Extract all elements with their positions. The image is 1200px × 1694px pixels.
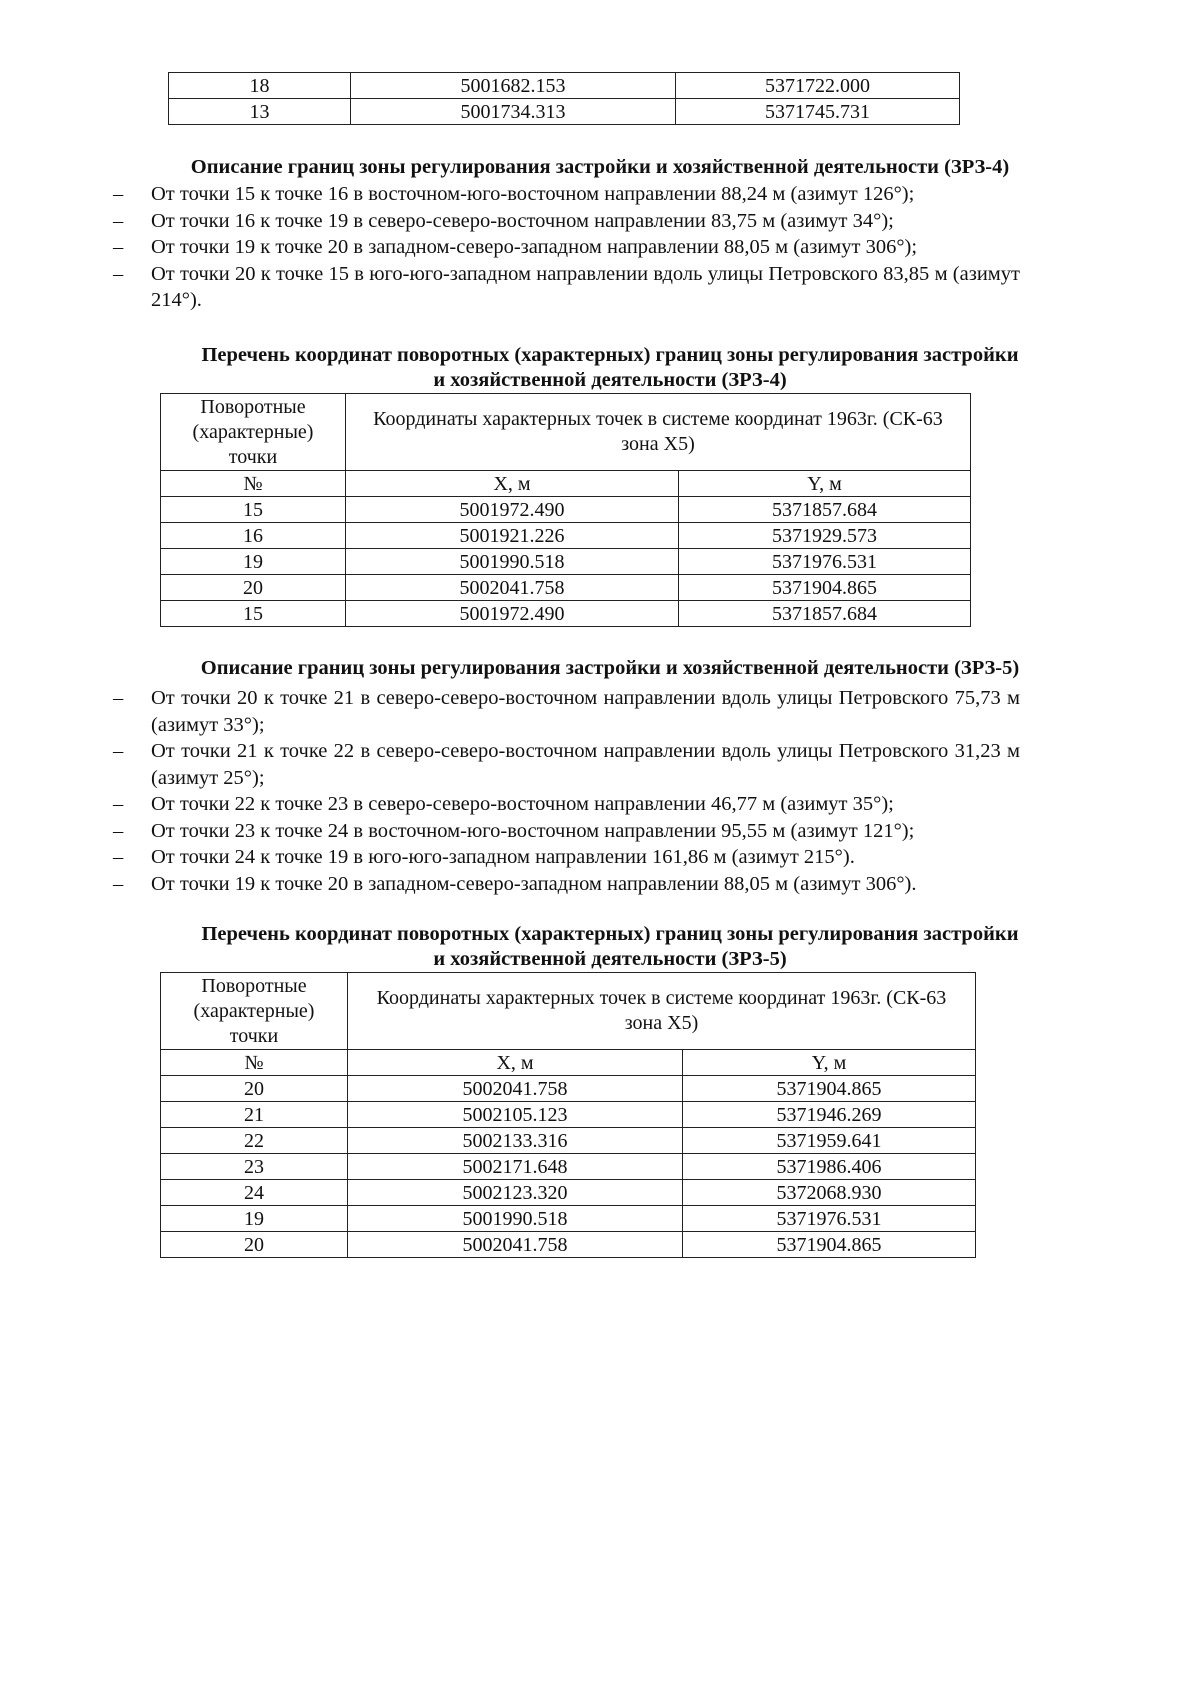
cell-x: 5001990.518 — [348, 1206, 683, 1232]
cell-n: 21 — [161, 1102, 348, 1128]
item-text: От точки 16 к точке 19 в северо-северо-восточном направлении 83,75 м (азимут 34°); — [151, 209, 894, 232]
cell-x: 5002133.316 — [348, 1128, 683, 1154]
title-line-2: и хозяйственной деятельности (ЗРЗ-5) — [433, 948, 787, 970]
item-text: От точки 20 к точке 15 в юго-юго-западном направлении вдоль улицы Петровского 83,85 м (азимут 214°). — [151, 262, 1020, 311]
table-row — [161, 1206, 976, 1232]
cell-n: 18 — [169, 73, 351, 99]
cell-x: 5002041.758 — [348, 1232, 683, 1258]
dash-bullet: – — [113, 740, 124, 762]
cell-y: 5371946.269 — [683, 1102, 976, 1128]
item-text: От точки 15 к точке 16 в восточном-юго-восточном направлении 88,24 м (азимут 126°); — [151, 183, 915, 205]
cell-x: 5002123.320 — [348, 1180, 683, 1206]
header-num: № — [161, 471, 346, 497]
title-line-1: Перечень координат поворотных (характерных) границ зоны регулирования застройки — [201, 344, 1019, 366]
subheader-row — [161, 1050, 976, 1076]
cell-n: 24 — [161, 1180, 348, 1206]
item-text: От точки 22 к точке 23 в северо-северо-восточном направлении 46,77 м (азимут 35°); — [151, 793, 894, 815]
list-item — [113, 738, 1020, 791]
table-row — [161, 523, 971, 549]
header-row — [161, 394, 971, 471]
list-item — [113, 208, 1020, 235]
cell-y: 5371976.531 — [679, 549, 971, 575]
zrz5-coordinates-table — [160, 972, 976, 1258]
zrz5-table-title — [100, 922, 1120, 972]
zrz4-coordinates-table — [160, 393, 971, 627]
cell-y: 5371745.731 — [676, 99, 960, 125]
table-row — [161, 1154, 976, 1180]
cell-x: 5001734.313 — [351, 99, 676, 125]
item-text: От точки 23 к точке 24 в восточном-юго-восточном направлении 95,55 м (азимут 121°); — [151, 819, 915, 842]
list-item — [113, 871, 1020, 898]
item-text: От точки 24 к точке 19 в юго-юго-западном направлении 161,86 м (азимут 215°). — [151, 846, 855, 868]
item-text: От точки 21 к точке 22 в северо-северо-восточном направлении вдоль улицы Петровского 31,23 м (азимут 25°); — [151, 740, 1020, 789]
list-item — [113, 181, 1020, 208]
header-num: № — [161, 1050, 348, 1076]
cell-x: 5002105.123 — [348, 1102, 683, 1128]
table-row — [161, 1180, 976, 1206]
cell-n: 16 — [161, 523, 346, 549]
dash-bullet: – — [113, 846, 124, 868]
table-row — [169, 73, 960, 99]
header-coords: Координаты характерных точек в системе координат 1963г. (СК-63 зона Х5) — [348, 973, 976, 1050]
zrz4-table-title — [100, 343, 1120, 393]
list-item — [113, 818, 1020, 845]
cell-y: 5371976.531 — [683, 1206, 976, 1232]
dash-bullet: – — [113, 793, 124, 815]
header-y: Y, м — [679, 471, 971, 497]
table-row — [161, 549, 971, 575]
header-row — [161, 973, 976, 1050]
cell-y: 5371904.865 — [683, 1232, 976, 1258]
title-line-1: Перечень координат поворотных (характерных) границ зоны регулирования застройки — [201, 923, 1019, 945]
list-item — [113, 685, 1020, 738]
item-text: От точки 19 к точке 20 в западном-северо-западном направлении 88,05 м (азимут 306°); — [151, 236, 918, 258]
dash-bullet: – — [113, 262, 124, 285]
header-y: Y, м — [683, 1050, 976, 1076]
table-row — [169, 99, 960, 125]
cell-y: 5371904.865 — [683, 1076, 976, 1102]
cell-x: 5001990.518 — [346, 549, 679, 575]
cell-x: 5002041.758 — [346, 575, 679, 601]
cell-y: 5371904.865 — [679, 575, 971, 601]
list-item — [113, 261, 1020, 314]
cell-n: 20 — [161, 1232, 348, 1258]
dash-bullet: – — [113, 872, 124, 895]
dash-bullet: – — [113, 209, 124, 232]
zrz4-description-title: Описание границ зоны регулирования застройки и хозяйственной деятельности (ЗРЗ-4) — [190, 156, 1010, 178]
header-x: X, м — [346, 471, 679, 497]
cell-n: 22 — [161, 1128, 348, 1154]
table-row — [161, 1102, 976, 1128]
zrz4-boundary-list — [113, 181, 1020, 314]
table-row — [161, 1076, 976, 1102]
list-item — [113, 844, 1020, 871]
cell-n: 19 — [161, 549, 346, 575]
cell-y: 5372068.930 — [683, 1180, 976, 1206]
cell-y: 5371986.406 — [683, 1154, 976, 1180]
coordinates-table-continuation — [168, 72, 960, 125]
cell-y: 5371959.641 — [683, 1128, 976, 1154]
table-row — [161, 601, 971, 627]
cell-y: 5371929.573 — [679, 523, 971, 549]
title-line-2: и хозяйственной деятельности (ЗРЗ-4) — [433, 369, 787, 391]
cell-y: 5371722.000 — [676, 73, 960, 99]
cell-n: 20 — [161, 1076, 348, 1102]
cell-y: 5371857.684 — [679, 601, 971, 627]
item-text: От точки 19 к точке 20 в западном-северо-западном направлении 88,05 м (азимут 306°). — [151, 872, 917, 895]
cell-x: 5001682.153 — [351, 73, 676, 99]
dash-bullet: – — [113, 183, 124, 205]
dash-bullet: – — [113, 687, 124, 709]
dash-bullet: – — [113, 819, 124, 842]
table-row — [161, 1128, 976, 1154]
cell-n: 13 — [169, 99, 351, 125]
cell-x: 5002171.648 — [348, 1154, 683, 1180]
cell-n: 15 — [161, 601, 346, 627]
table-row — [161, 497, 971, 523]
cell-n: 20 — [161, 575, 346, 601]
subheader-row — [161, 471, 971, 497]
list-item — [113, 791, 1020, 818]
zrz5-description-title: Описание границ зоны регулирования застройки и хозяйственной деятельности (ЗРЗ-5) — [200, 657, 1020, 679]
header-x: X, м — [348, 1050, 683, 1076]
header-coords: Координаты характерных точек в системе координат 1963г. (СК-63 зона Х5) — [346, 394, 971, 471]
list-item — [113, 234, 1020, 261]
header-points: Поворотные (характерные) точки — [161, 973, 348, 1050]
cell-x: 5002041.758 — [348, 1076, 683, 1102]
item-text: От точки 20 к точке 21 в северо-северо-восточном направлении вдоль улицы Петровского 75,73 м (азимут 33°); — [151, 687, 1020, 736]
table-row — [161, 1232, 976, 1258]
table-row — [161, 575, 971, 601]
header-points: Поворотные (характерные) точки — [161, 394, 346, 471]
cell-x: 5001972.490 — [346, 601, 679, 627]
cell-x: 5001921.226 — [346, 523, 679, 549]
cell-n: 19 — [161, 1206, 348, 1232]
dash-bullet: – — [113, 236, 124, 258]
zrz5-boundary-list — [113, 685, 1020, 897]
cell-n: 15 — [161, 497, 346, 523]
cell-y: 5371857.684 — [679, 497, 971, 523]
cell-n: 23 — [161, 1154, 348, 1180]
cell-x: 5001972.490 — [346, 497, 679, 523]
